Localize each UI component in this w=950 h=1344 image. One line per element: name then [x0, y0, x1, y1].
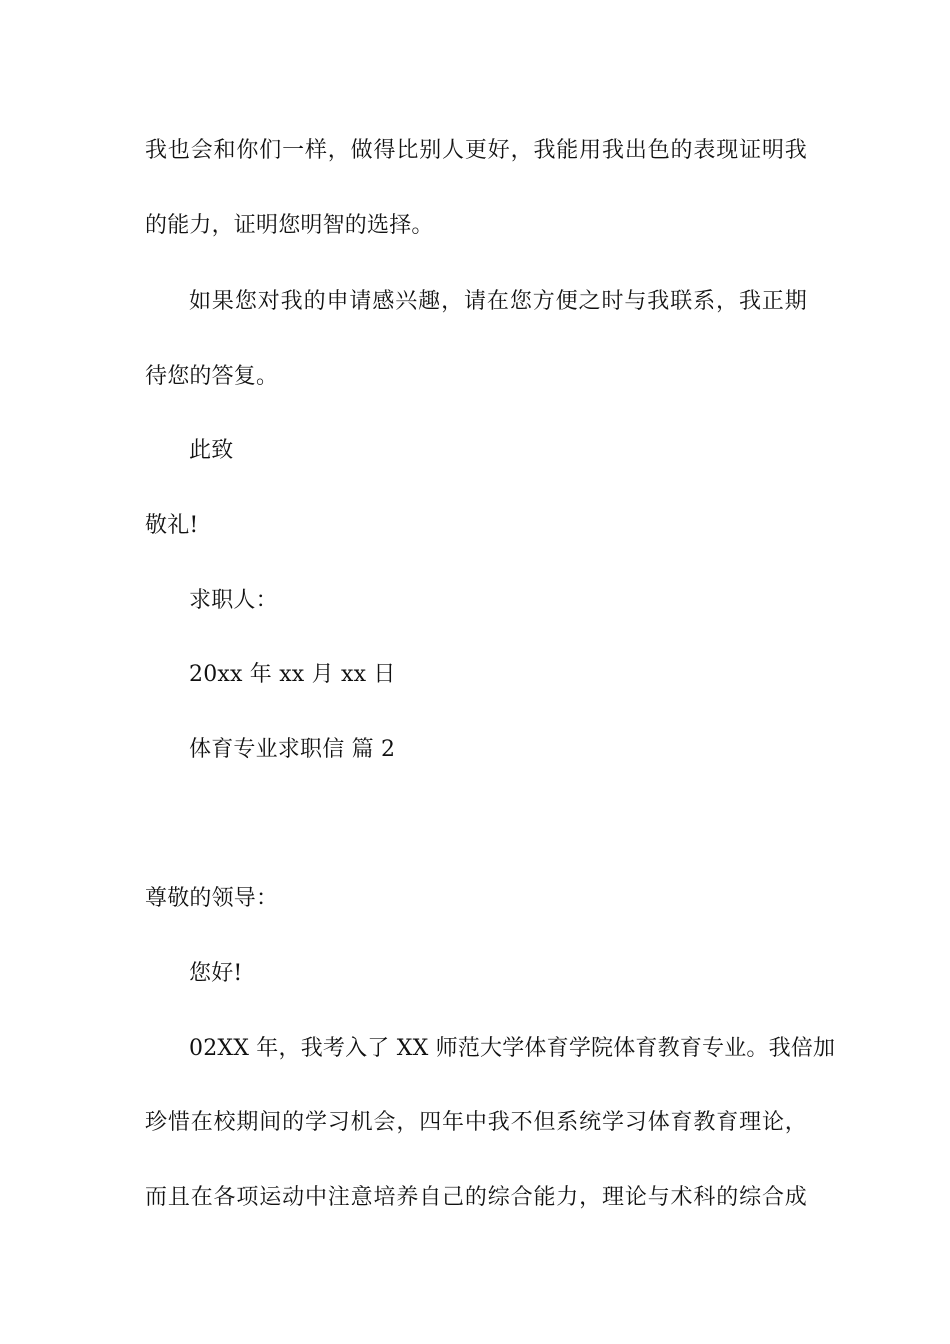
paragraph-line: 而且在各项运动中注意培养自己的综合能力，理论与术科的综合成: [145, 1185, 807, 1210]
paragraph-line: 的能力，证明您明智的选择。: [145, 213, 434, 238]
paragraph-line: 我也会和你们一样，做得比别人更好，我能用我出色的表现证明我: [145, 138, 807, 163]
section-heading: 体育专业求职信 篇 2: [189, 737, 396, 762]
paragraph-line: 如果您对我的申请感兴趣，请在您方便之时与我联系，我正期: [189, 289, 807, 314]
paragraph-line: 02XX 年，我考入了 XX 师范大学体育学院体育教育专业。我倍加: [189, 1036, 836, 1061]
paragraph-line: 珍惜在校期间的学习机会，四年中我不但系统学习体育教育理论，: [145, 1110, 807, 1135]
closing-salutation: 敬礼!: [145, 513, 199, 538]
date-line: 20xx 年 xx 月 xx 日: [189, 662, 396, 687]
signature-label: 求职人：: [189, 588, 278, 613]
paragraph-line: 待您的答复。: [145, 364, 279, 389]
closing-phrase: 此致: [189, 438, 234, 463]
recipient-salutation: 尊敬的领导：: [145, 886, 279, 911]
greeting: 您好!: [189, 961, 243, 986]
